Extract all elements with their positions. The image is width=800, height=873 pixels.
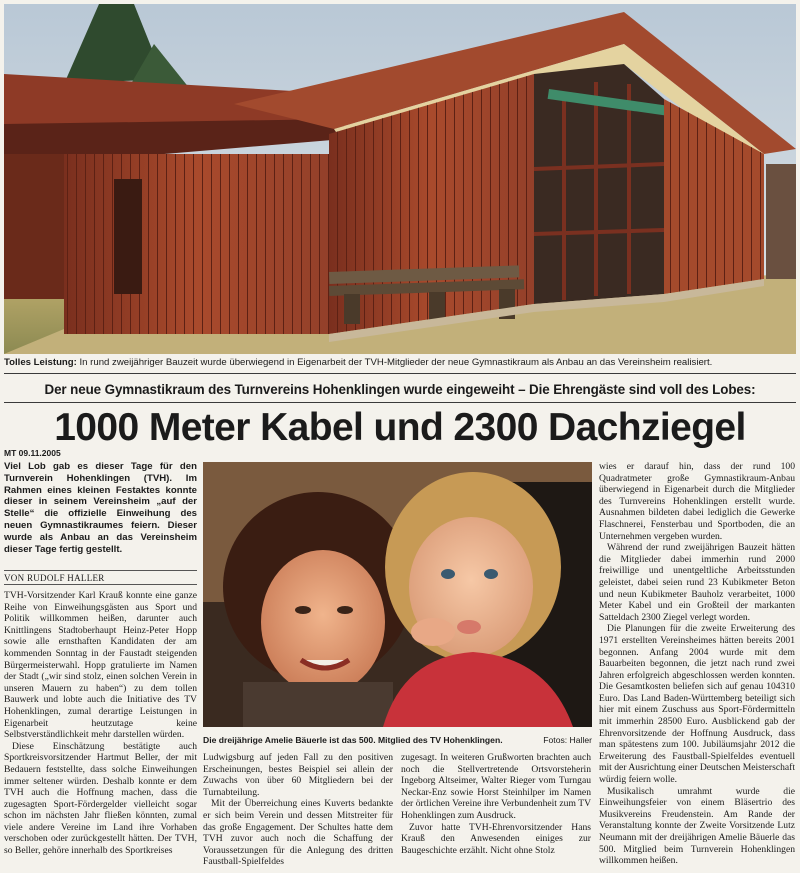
paragraph: wies er darauf hin, dass der rund 100 Quadratmeter große Gymnastikraum-Anbau überwiegend in Eigenarbeit durch die Mitglieder des Turnvereins Hohenklingen erstellt wurde. Ausnahmen bildeten dabei lediglich die Gewerke Flaschnerei, Fensterbau und Sportboden, die an Unternehmen vergeben wurden. <box>599 461 795 542</box>
photo-credit: Fotos: Haller <box>543 735 592 745</box>
lead-paragraph: Viel Lob gab es dieser Tage für den Turnverein Hohenklingen (TVH). Im Rahmen eines kleinen Festaktes konnte dieser in seinem Vereinsheim „auf der Stelle“ die offizielle Einweihung des neuen Gymnastikraumes feiern. Dieser wurde als Anbau an das Vereinsheim dieser Tage fertig gestellt. <box>4 461 197 555</box>
caption-text: Die dreijährige Amelie Bäuerle ist das 500. Mitglied des TV Hohenklingen. <box>203 735 503 745</box>
paragraph: Diese Einschätzung bestätigte auch Sportkreisvorsitzender Hartmut Beller, der mit Bedauern feststellte, dass solche Einweihungen immer seltener würden. Deshalb konnte er dem TVH auch die Hoffnung machen, dass die zugesagten Sport-Fördergelder vielleicht sogar schon im nächsten Jahr fließen könnten, zumal viele andere Vereine im Land ihre Vorhaben verschoben oder zurückgestellt hätten. Der TVH, so Beller, gehöre innerhalb des Sportkreises <box>4 740 197 857</box>
paragraph: Musikalisch umrahmt wurde die Einweihungsfeier von einem Bläsertrio des Musikvereins Freudenstein. Am Rande der Veranstaltung konnte der Zweite Vorsitzende Lutz Neumann mit der dreijährigen Amelie Bäuerle das 500. Mitglied beim Turnverein Hohenklingen willkommen heißen. <box>599 785 795 867</box>
portrait-photo <box>203 462 592 727</box>
paragraph: Ludwigsburg auf jeden Fall zu den positiven Erscheinungen, bestes Beispiel sei allein der Zuwachs von über 60 Mitgliedern bei der Turnabteilung. <box>203 752 393 798</box>
caption-text: In rund zweijähriger Bauzeit wurde überwiegend in Eigenarbeit der TVH-Mitglieder der neue Gymnastikraum als Anbau an das Vereinsheim realisiert. <box>76 357 713 368</box>
portrait-photo-caption <box>203 735 592 745</box>
paragraph: Mit der Überreichung eines Kuverts bedankte er sich beim Verein und dessen Mitstreiter für das große Engagement. Der Schultes hatte dem TVH zuvor auch noch die Schaffung der Voraussetzungen für die Anlegung des dritten Faustball-Spielfeldes <box>203 798 393 868</box>
kicker: Der neue Gymnastikraum des Turnvereins Hohenklingen wurde eingeweiht – Die Ehrengäste sind voll des Lobes: <box>44 382 756 397</box>
building-photo-caption <box>4 356 796 369</box>
building-photo <box>4 4 796 354</box>
paragraph: zugesagt. In weiteren Grußworten brachten auch noch die Stellvertretende Ortsvorsteherin Ingeborg Altseimer, Walter Rieger vom Turngau Neckar-Enz sowie Horst Steinhilper im Namen der örtlichen Vereine ihre Verbundenheit zum TV Hohenklingen zum Ausdruck. <box>401 752 591 821</box>
byline-divider <box>4 584 197 585</box>
column-1 <box>4 590 197 857</box>
paragraph: Während der rund zweijährigen Bauzeit hätten die Mitglieder dabei immerhin rund 2000 freiwillige und unentgeltliche Arbeitsstunden geleistet, dabei seien rund 23 Kubikmeter Beton und neun Kubikmeter Bauholz verarbeitet, 1000 Meter Kabel und ein Großteil der markanten Satteldach 2300 Ziegel verlegt worden. <box>599 542 795 623</box>
paragraph: TVH-Vorsitzender Karl Krauß konnte eine ganze Reihe von Einweihungsgästen aus Sport und Politik willkommen heißen, darunter auch Knittlingens Stadtoberhaupt Heinz-Peter Hopp sowie alle ernsthaften Kandidaten der am kommenden Sonntag in der Faustadt steigenden Bürgermeisterwahl. Hopp gratulierte im Namen der Stadt („wir sind stolz, einen solchen Verein in unseren Mauern zu haben“) zu dem tollen Bauwerk und lobte auch die Initiative des TV Hohenklingen, zumal derartige Leistungen in Eigenarbeit heutzutage keine Selbstverständlichkeit mehr darstellen würden. <box>4 590 197 741</box>
dateline: MT 09.11.2005 <box>4 448 61 458</box>
byline: VON RUDOLF HALLER <box>4 570 197 583</box>
paragraph: Zuvor hatte TVH-Ehrenvorsitzender Hans Krauß den Anwesenden einiges zur Baugeschichte erzählt. Nicht ohne Stolz <box>401 821 591 856</box>
paragraph: Die Planungen für die zweite Erweiterung des 1971 erstellten Vereinsheimes hätten bereits 2001 begonnen. Anfang 2004 wurde mit dem Bauarbeiten begonnen, die jetzt nach rund zwei Jahren erfolgreich abgeschlossen werden konnten. Die Gesamtkosten beliefen sich auf genau 104310 Euro. Das Land Baden-Württemberg beteiligt sich hier mit einem Zuschuss aus Sport-Fördermitteln mit immerhin 28500 Euro. Ausblickend gab der Ehrenvorsitzende der Hoffnung Ausdruck, dass man spätestens zum 100. Jubiläumsjahr 2012 die Erweiterung des Faustball-Spielfeldes eventuell mit der Ausrichtung einer Deutschen Meisterschaft würdig feiern wolle. <box>599 623 795 786</box>
divider-kicker <box>4 402 796 403</box>
column-4 <box>599 461 795 867</box>
divider-top <box>4 373 796 374</box>
column-3 <box>401 752 591 856</box>
column-2 <box>203 752 393 868</box>
headline: 1000 Meter Kabel und 2300 Dachziegel <box>54 406 746 449</box>
caption-lead: Tolles Leistung: <box>4 357 77 368</box>
